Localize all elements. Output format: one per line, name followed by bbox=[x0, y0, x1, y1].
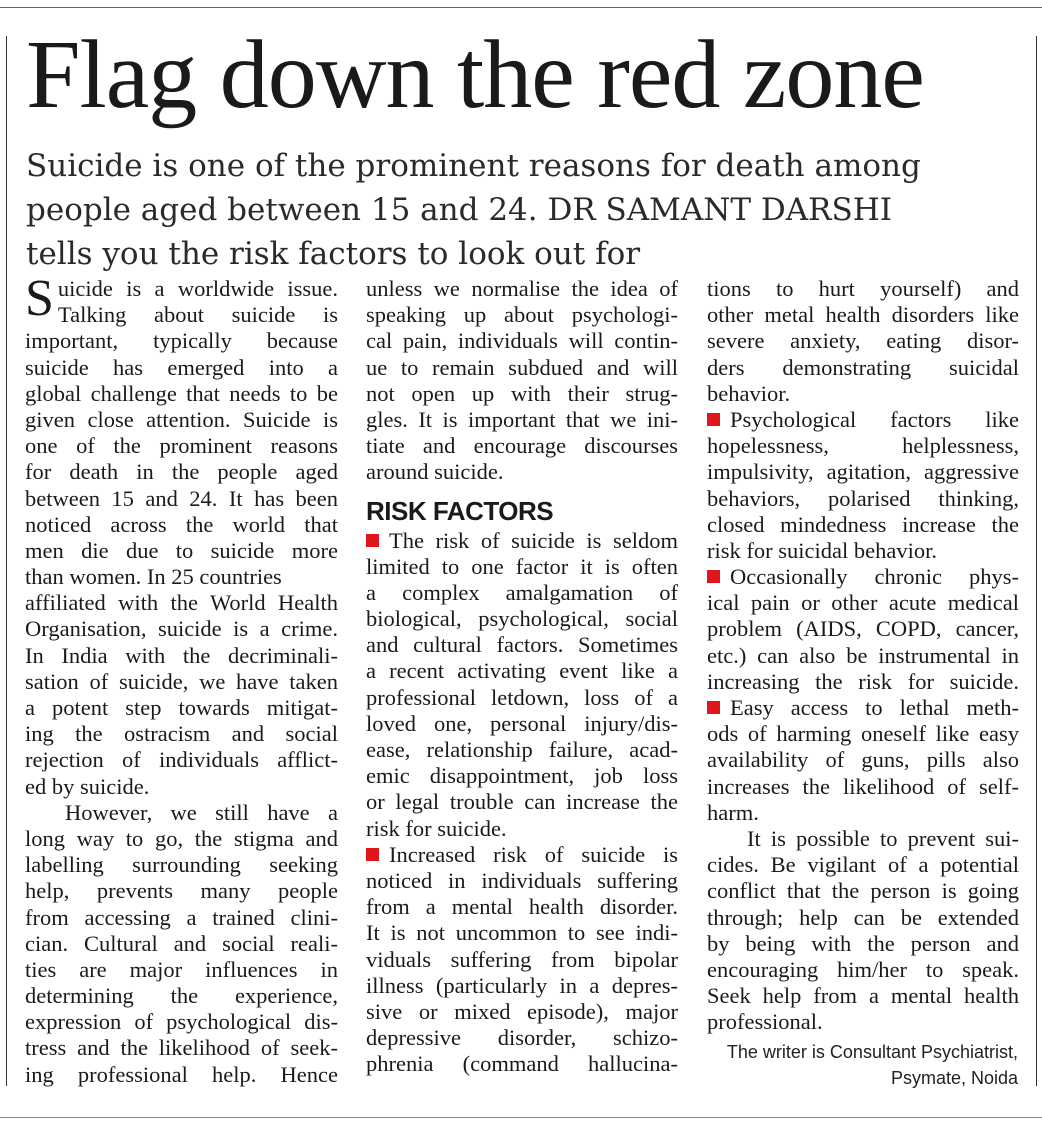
deck bbox=[26, 144, 1026, 276]
text-line: from accessing a trained clini- bbox=[25, 904, 338, 930]
red-square-bullet-icon bbox=[366, 534, 379, 547]
text-line: tions to hurt yourself) and bbox=[707, 276, 1019, 301]
text-line: important, typically because bbox=[25, 328, 338, 354]
text-line: labelling surrounding seeking bbox=[25, 852, 338, 878]
text-line: ing professional help. Hence bbox=[25, 1061, 338, 1087]
text-line: unless we normalise the idea of bbox=[366, 276, 678, 301]
text-line: and cultural factors. Sometimes bbox=[366, 632, 678, 658]
text-line: viduals suffering from bipolar bbox=[366, 946, 678, 972]
right-rule bbox=[1036, 36, 1037, 1086]
text-line: by being with the person and bbox=[707, 930, 1019, 956]
text-line: a recent activating event like a bbox=[366, 658, 678, 684]
text-line: affiliated with the World Health bbox=[25, 590, 338, 616]
text-line: noticed across the world that bbox=[25, 511, 338, 537]
text-line: ders demonstrating suicidal bbox=[707, 354, 1019, 380]
text-line: conflict that the person is going bbox=[707, 878, 1019, 904]
text-line: risk for suicidal behavior. bbox=[707, 537, 937, 563]
text-line: closed mindedness increase the bbox=[707, 511, 1019, 537]
column-3 bbox=[707, 276, 1019, 1035]
byline-line: The writer is Consultant Psychiatrist, bbox=[726, 1042, 1018, 1062]
text-line: phrenia (command hallucina- bbox=[366, 1051, 678, 1077]
column-2 bbox=[366, 276, 678, 1077]
text-line: ical pain or other acute medical bbox=[707, 590, 1019, 616]
text-line: through; help can be extended bbox=[707, 904, 1019, 930]
text-line: professional letdown, loss of a bbox=[366, 684, 678, 710]
text-line: severe anxiety, eating disor- bbox=[707, 328, 1019, 354]
text-line: given close attention. Suicide is bbox=[25, 406, 338, 432]
byline-line: Psymate, Noida bbox=[890, 1068, 1018, 1088]
bullet-line: The risk of suicide is seldom bbox=[366, 528, 678, 554]
text-line: problem (AIDS, COPD, cancer, bbox=[707, 616, 1019, 642]
text-line: etc.) can also be instrumental in bbox=[707, 642, 1019, 668]
text-line: increases the likelihood of self- bbox=[707, 773, 1019, 799]
text-line: encouraging him/her to speak. bbox=[707, 956, 1019, 982]
subheading-risk-factors: RISK FACTORS bbox=[366, 495, 554, 526]
text-line: professional. bbox=[707, 1009, 823, 1035]
text-line: help, prevents many people bbox=[25, 878, 338, 904]
text-line: from a mental health disorder. bbox=[366, 894, 678, 920]
text-line: uicide is a worldwide issue. bbox=[57, 276, 338, 301]
text-line: ed by suicide. bbox=[25, 773, 150, 799]
text-line: other metal health disorders like bbox=[707, 302, 1019, 328]
text-line: rejection of individuals afflict- bbox=[25, 747, 338, 773]
headline: Flag down the red zone bbox=[26, 21, 924, 129]
text-line: ing the ostracism and social bbox=[25, 721, 338, 747]
text-line: In India with the decriminali- bbox=[25, 642, 338, 668]
text-line: It is not uncommon to see indi- bbox=[366, 920, 678, 946]
text-line: hopelessness, helplessness, bbox=[707, 433, 1019, 459]
left-rule bbox=[6, 36, 7, 1086]
text-line: Talking about suicide is bbox=[57, 302, 338, 328]
text-line: increasing the risk for suicide. bbox=[707, 668, 1019, 694]
text-line: harm. bbox=[707, 799, 759, 825]
text-line: a complex amalgamation of bbox=[366, 579, 678, 605]
text-line: loved one, personal injury/dis- bbox=[366, 710, 678, 736]
text-line: ods of harming oneself like easy bbox=[707, 721, 1019, 747]
text-line: between 15 and 24. It has been bbox=[25, 485, 338, 511]
text-line: It is possible to prevent sui- bbox=[747, 825, 1019, 851]
text-line: one of the prominent reasons bbox=[25, 433, 338, 459]
bullet-line: Psychological factors like bbox=[707, 407, 1019, 433]
text-line: men die due to suicide more bbox=[25, 537, 338, 563]
text-line: cian. Cultural and social reali- bbox=[25, 930, 338, 956]
text-line: sive or mixed episode), major bbox=[366, 998, 678, 1024]
deck-line: Suicide is one of the prominent reasons for death among bbox=[26, 148, 921, 184]
text-line: around suicide. bbox=[366, 459, 504, 485]
text-line: illness (particularly in a depres- bbox=[366, 972, 678, 998]
text-line: tiate and encourage discourses bbox=[366, 433, 678, 459]
text-line: However, we still have a bbox=[65, 799, 338, 825]
text-line: for death in the people aged bbox=[25, 459, 338, 485]
text-line: or legal trouble can increase the bbox=[366, 789, 678, 815]
text-line: gles. It is important that we ini- bbox=[366, 406, 678, 432]
text-line: ease, relationship failure, acad- bbox=[366, 737, 678, 762]
text-line: expression of psychological dis- bbox=[25, 1009, 338, 1035]
text-line: Seek help from a mental health bbox=[707, 983, 1019, 1009]
text-line: behaviors, polarised thinking, bbox=[707, 485, 1019, 511]
deck-line: people aged between 15 and 24. DR SAMANT DARSHI bbox=[26, 192, 893, 228]
text-line: depressive disorder, schizo- bbox=[366, 1025, 678, 1051]
text-line: emic disappointment, job loss bbox=[366, 763, 678, 789]
text-line: risk for suicide. bbox=[366, 815, 507, 841]
red-square-bullet-icon bbox=[707, 570, 720, 583]
text-line: global challenge that needs to be bbox=[25, 380, 338, 406]
column-1 bbox=[25, 270, 338, 1088]
text-line: a potent step towards mitigat- bbox=[25, 695, 338, 720]
text-line: ties are major influences in bbox=[25, 956, 338, 982]
text-line: behavior. bbox=[707, 380, 791, 406]
author-byline bbox=[700, 1039, 1018, 1091]
text-line: than women. In 25 countries bbox=[25, 564, 282, 590]
drop-cap: S bbox=[25, 270, 54, 327]
bullet-line: Increased risk of suicide is bbox=[366, 842, 678, 868]
text-line: determining the experience, bbox=[25, 983, 338, 1009]
top-rule bbox=[0, 7, 1042, 8]
red-square-bullet-icon bbox=[366, 848, 379, 861]
text-line: impulsivity, agitation, aggressive bbox=[707, 459, 1019, 485]
text-line: availability of guns, pills also bbox=[707, 747, 1019, 773]
red-square-bullet-icon bbox=[707, 413, 720, 426]
bottom-rule bbox=[0, 1117, 1042, 1118]
text-line: cides. Be vigilant of a potential bbox=[707, 852, 1019, 878]
text-line: long way to go, the stigma and bbox=[25, 825, 338, 851]
text-line: biological, psychological, social bbox=[366, 606, 678, 632]
text-line: limited to one factor it is often bbox=[366, 553, 678, 579]
red-square-bullet-icon bbox=[707, 701, 720, 714]
bullet-line: Occasionally chronic phys- bbox=[707, 564, 1019, 590]
text-line: tress and the likelihood of seek- bbox=[25, 1035, 338, 1061]
text-line: not open up with their strug- bbox=[366, 380, 678, 406]
text-line: sation of suicide, we have taken bbox=[25, 668, 338, 694]
text-line: Organisation, suicide is a crime. bbox=[25, 616, 338, 642]
text-line: cal pain, individuals will contin- bbox=[366, 328, 678, 354]
text-line: noticed in individuals suffering bbox=[366, 867, 678, 893]
text-line: speaking up about psychologi- bbox=[366, 302, 678, 328]
text-line: ue to remain subdued and will bbox=[366, 354, 678, 380]
bullet-line: Easy access to lethal meth- bbox=[707, 695, 1019, 721]
text-line: suicide has emerged into a bbox=[25, 354, 338, 380]
deck-line: tells you the risk factors to look out for bbox=[26, 236, 641, 272]
